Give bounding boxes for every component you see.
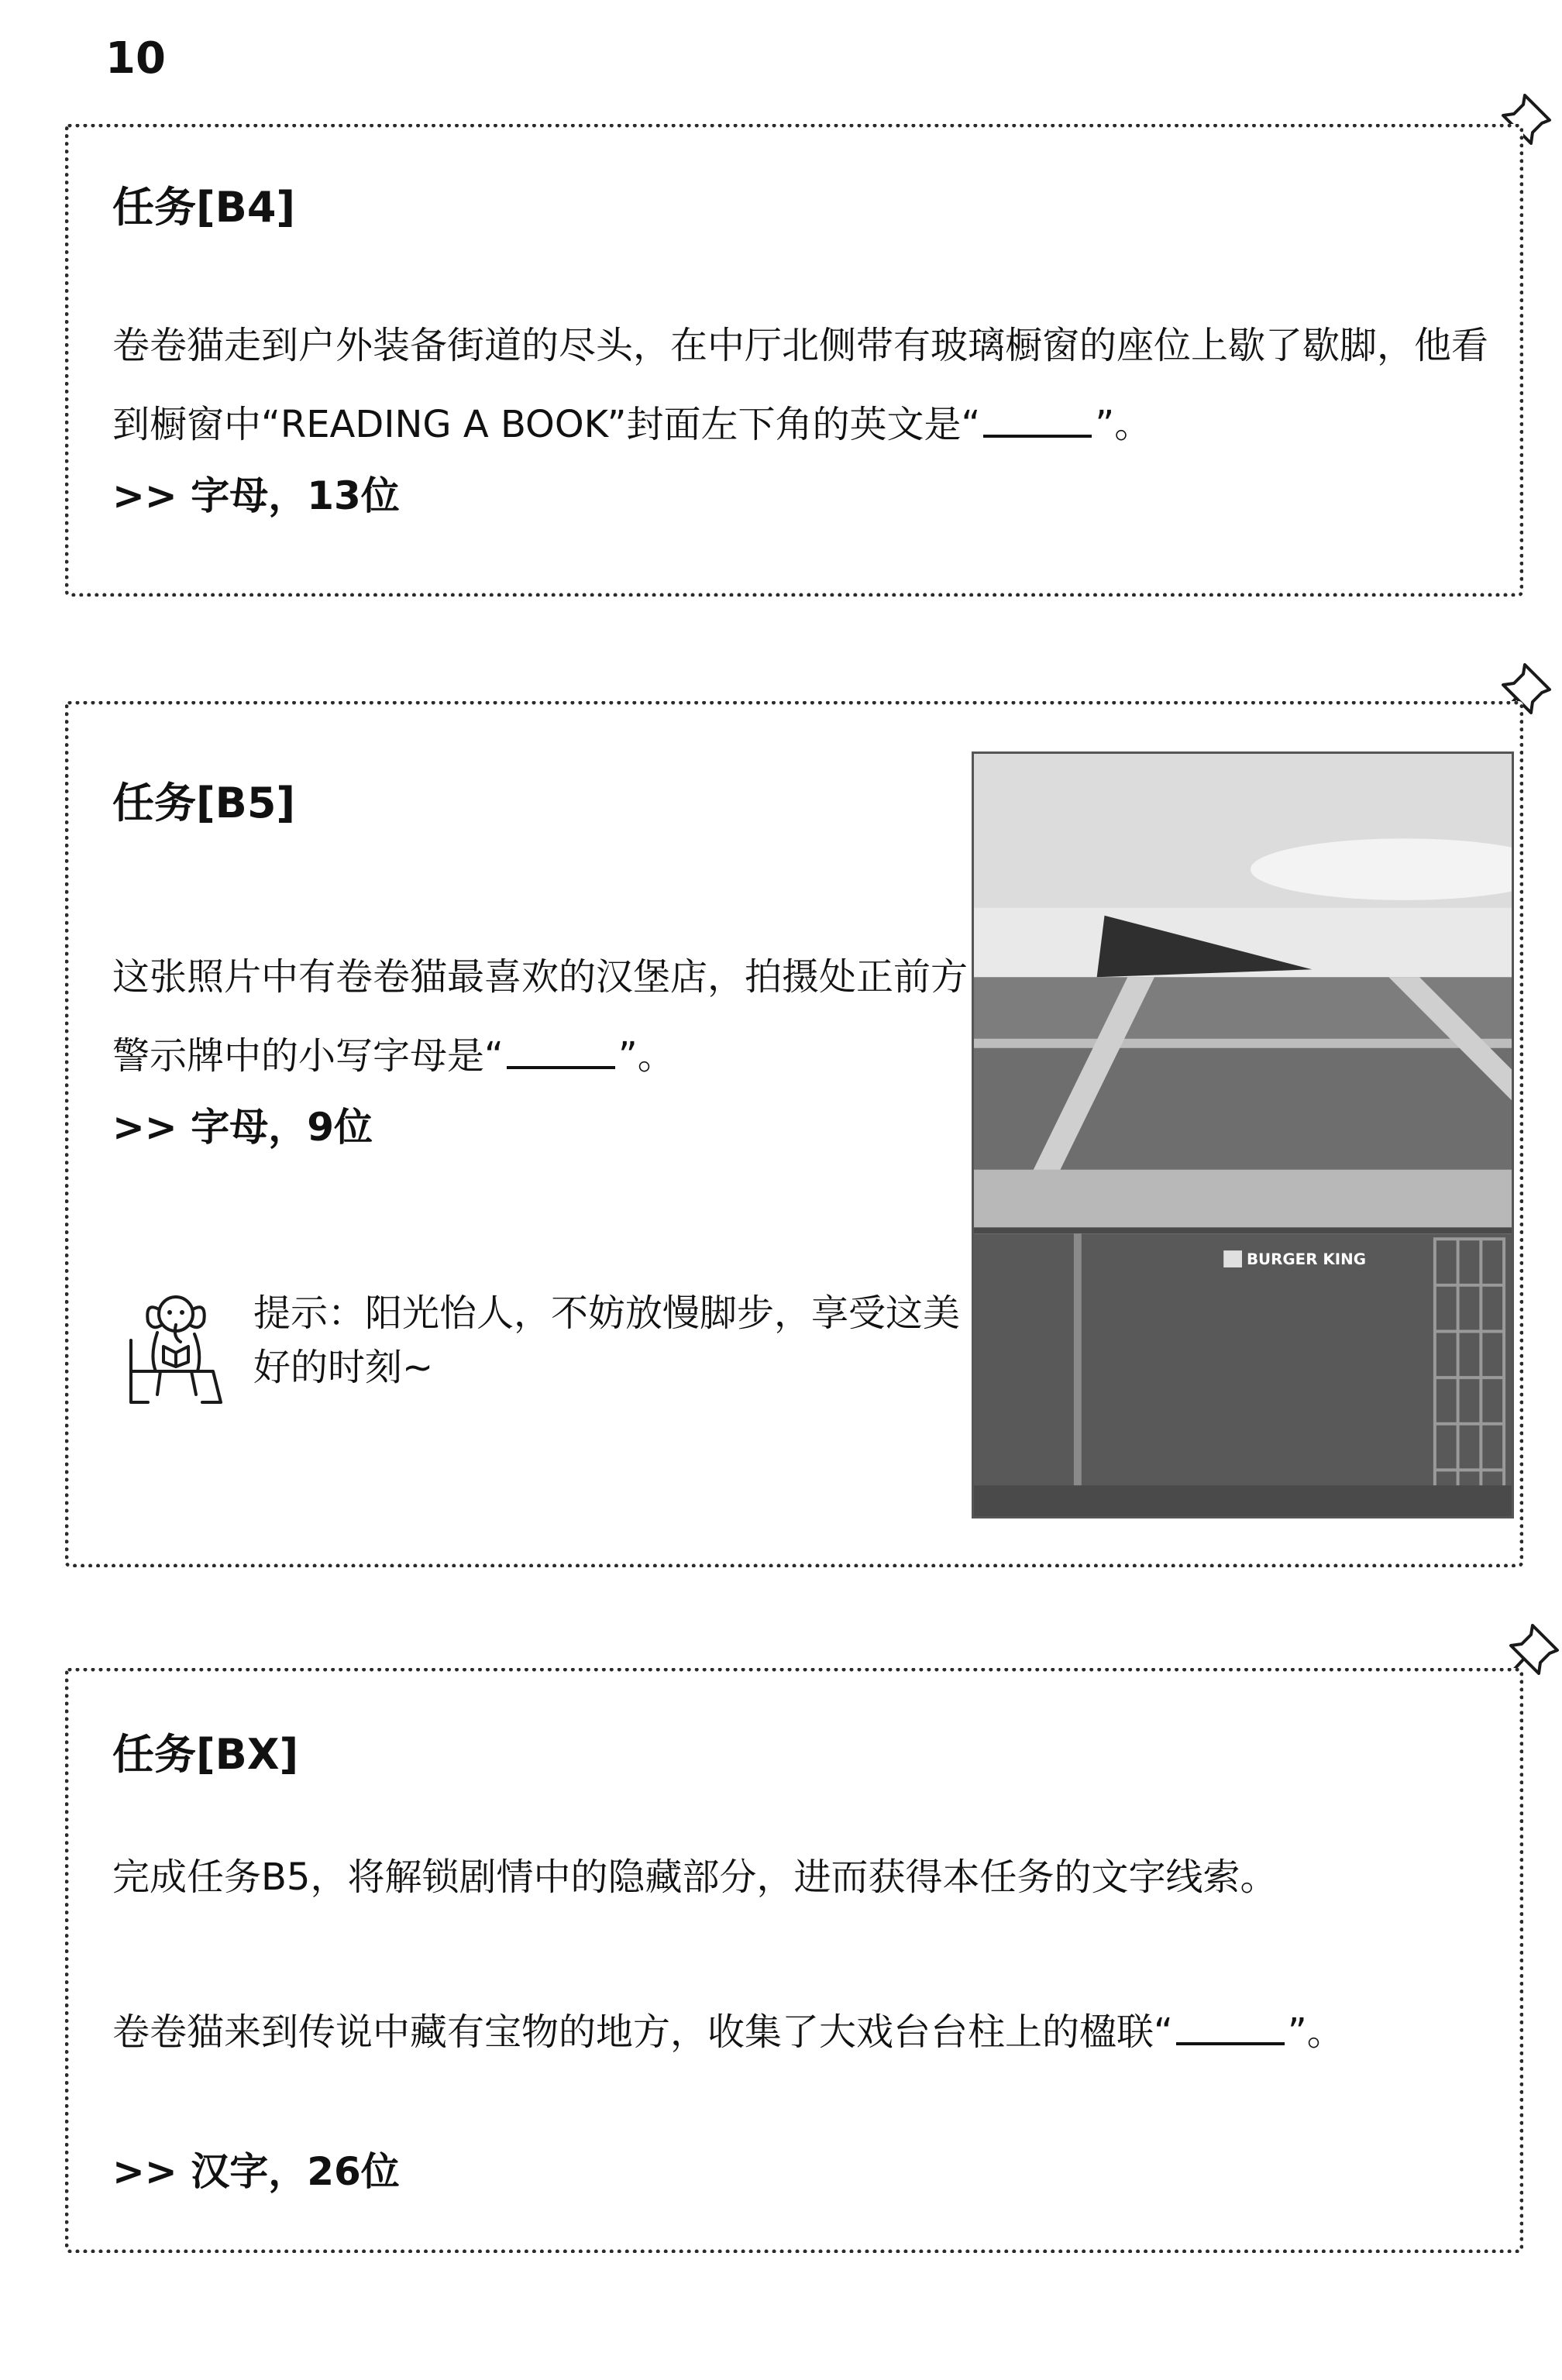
task-description-end: ”。 bbox=[1095, 403, 1152, 446]
task-description-text: 卷卷猫来到传说中藏有宝物的地方，收集了大戏台台柱上的楹联“ bbox=[112, 2010, 1173, 2054]
store-sign-text: BURGER KING bbox=[1246, 1250, 1366, 1268]
task-description-text: 这张照片中有卷卷猫最喜欢的汉堡店，拍摄处正前方警示牌中的小写字母是“ bbox=[112, 955, 969, 1078]
task-card-bx bbox=[65, 1668, 1523, 2253]
task-card-b5 bbox=[65, 701, 1523, 1567]
answer-blank bbox=[1176, 2042, 1285, 2045]
task-unlock-note: 完成任务B5，将解锁剧情中的隐藏部分，进而获得本任务的文字线索。 bbox=[112, 1856, 1278, 1899]
hint-text: 提示：阳光怡人，不妨放慢脚步，享受这美好的时刻~ bbox=[253, 1291, 961, 1389]
answer-blank bbox=[507, 1066, 615, 1069]
elephant-reading-icon bbox=[122, 1286, 230, 1410]
task-description bbox=[112, 937, 996, 1095]
answer-format: >> 字母，9位 bbox=[112, 1105, 373, 1150]
burger-shop-photo bbox=[972, 751, 1514, 1518]
answer-format: >> 字母，13位 bbox=[112, 473, 400, 518]
task-description-text: 卷卷猫走到户外装备街道的尽头，在中厅北侧带有玻璃橱窗的座位上歇了歇脚，他看到橱窗中“READING A BOOK”封面左下角的英文是“ bbox=[112, 324, 1489, 446]
task-title: 任务[BX] bbox=[112, 1730, 299, 1779]
answer-format: >> 汉字，26位 bbox=[112, 2149, 400, 2194]
answer-blank bbox=[983, 435, 1092, 438]
task-title: 任务[B4] bbox=[112, 183, 296, 232]
page-number: 10 bbox=[105, 33, 166, 84]
task-description bbox=[112, 306, 1507, 464]
task-description-end: ”。 bbox=[1287, 2010, 1344, 2054]
task-card-b4 bbox=[65, 124, 1523, 597]
task-description bbox=[112, 2005, 1507, 2059]
task-description-end: ”。 bbox=[618, 1034, 675, 1078]
task-title: 任务[B5] bbox=[112, 779, 296, 827]
